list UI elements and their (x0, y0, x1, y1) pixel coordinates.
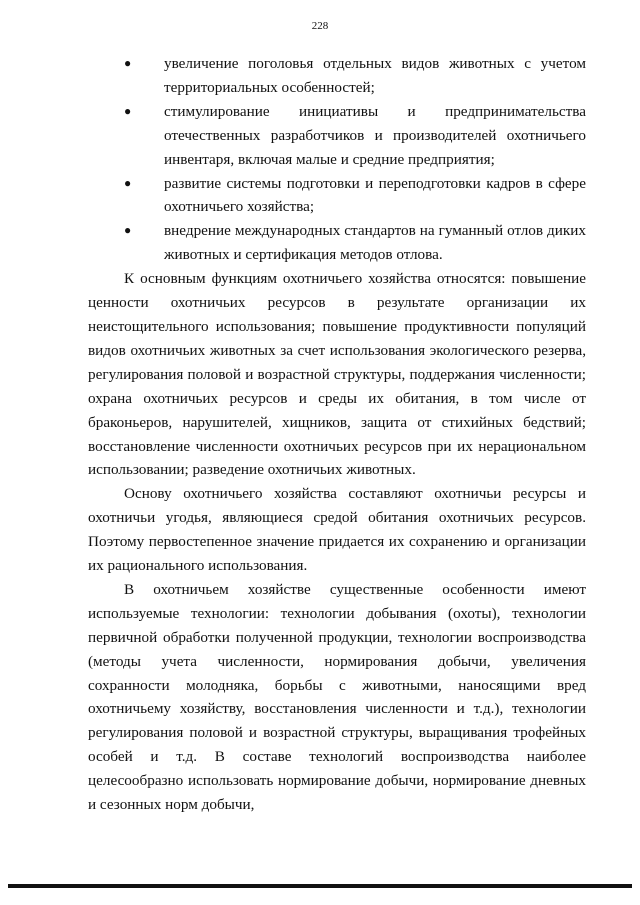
footer-rule (8, 884, 632, 888)
page-body (88, 52, 586, 817)
bullet-text: стимулирование инициативы и предпринимательства отечественных разработчиков и производителей охотничьего инвентаря, включая малые и средние предприятия; (164, 102, 586, 168)
bullet-item (88, 52, 586, 100)
bullet-icon: ● (124, 223, 132, 238)
bullet-icon: ● (124, 103, 132, 118)
bullet-list (88, 52, 586, 267)
bullet-item (88, 172, 586, 220)
bullet-text: внедрение международных стандартов на гуманный отлов диких животных и сертификация методов отлова. (164, 222, 586, 264)
bullet-icon: ● (124, 56, 132, 70)
paragraph-functions: К основным функциям охотничьего хозяйства относятся: повышение ценности охотничьих ресурсов в результате организации их неистощительного использования; повышение продуктивности популяций видов охотничьих животных за счет использования экологического резерва, регулирования половой и возрастной структуры, поддержания численности; охрана охотничьих ресурсов и среды их обитания, в том числе от браконьеров, нарушителей, хищников, защита от стихийных бедствий; восстановление численности охотничьих ресурсов при их нерациональном использовании; разведение охотничьих животных. (88, 270, 586, 479)
paragraph-basis: Основу охотничьего хозяйства составляют охотничьи ресурсы и охотничьи угодья, являющиеся средой обитания охотничьих ресурсов. Поэтому первостепенное значение придается их сохранению и организации их рационального использования. (88, 485, 586, 575)
bullet-text: развитие системы подготовки и переподготовки кадров в сфере охотничьего хозяйства; (164, 174, 586, 216)
bullet-item (88, 100, 586, 172)
paragraph-technologies: В охотничьем хозяйстве существенные особенности имеют используемые технологии: технологии добывания (охоты), технологии первичной обработки полученной продукции, технологии воспроизводства (методы учета численности, нормирования добычи, увеличения сохранности молодняка, борьбы с животными, наносящими вред охотничьему хозяйству, восстановления численности и т.д.), технологии регулирования половой и возрастной структуры, выращивания трофейных особей и т.д. В составе технологий воспроизводства наиболее целесообразно использовать нормирование добычи, нормирование дневных и сезонных норм добычи, (88, 580, 586, 814)
bullet-icon: ● (124, 175, 132, 190)
bullet-text: увеличение поголовья отдельных видов животных с учетом территориальных особенностей; (164, 55, 586, 96)
bullet-item (88, 219, 586, 267)
page-number: 228 (311, 20, 329, 32)
